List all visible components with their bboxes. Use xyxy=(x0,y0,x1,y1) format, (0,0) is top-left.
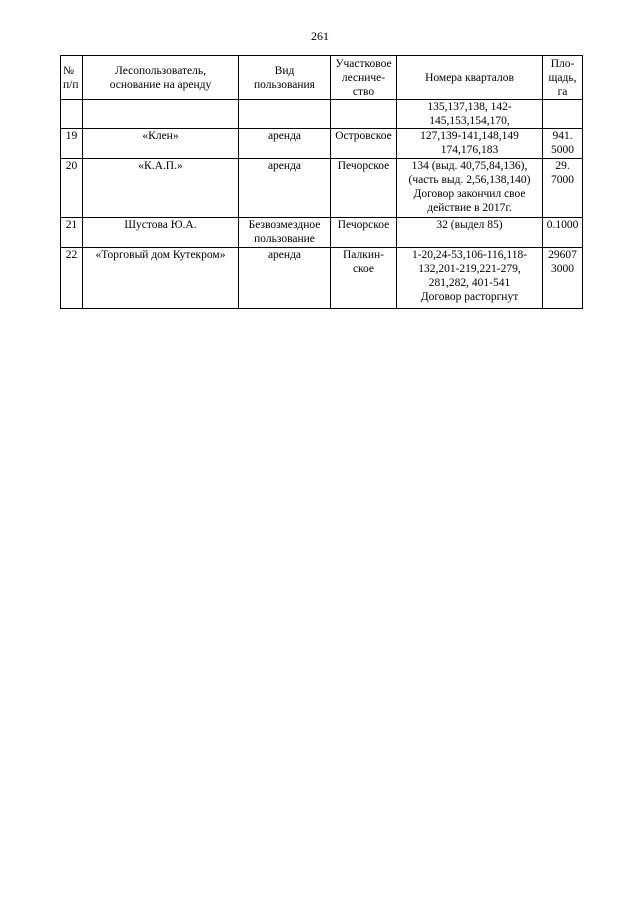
table-header-row xyxy=(61,56,583,100)
header-area: Пло- щадь, га xyxy=(543,56,583,100)
cell-area: 0.1000 xyxy=(543,218,583,248)
cell-num: 21 xyxy=(61,218,83,248)
cell-area: 941. 5000 xyxy=(543,129,583,159)
header-use-type: Вид пользования xyxy=(239,56,331,100)
header-user: Лесопользователь, основание на аренду xyxy=(83,56,239,100)
forest-users-table xyxy=(60,55,583,309)
cell-area: 29. 7000 xyxy=(543,159,583,218)
cell-quarters: 1-20,24-53,106-116,118- 132,201-219,221-279, 281,282, 401-541 Договор расторгнут xyxy=(397,248,543,309)
cell-quarters: 32 (выдел 85) xyxy=(397,218,543,248)
cell-user: Шустова Ю.А. xyxy=(83,218,239,248)
header-num: № п/п xyxy=(61,56,83,100)
cell-district: Палкин- ское xyxy=(331,248,397,309)
cell-user: «Клен» xyxy=(83,129,239,159)
cell-area: 29607 3000 xyxy=(543,248,583,309)
cell-district: Островское xyxy=(331,129,397,159)
cell-district: Печорское xyxy=(331,159,397,218)
header-quarters: Номера кварталов xyxy=(397,56,543,100)
cell-area xyxy=(543,100,583,129)
cell-quarters: 135,137,138, 142- 145,153,154,170, xyxy=(397,100,543,129)
cell-user: «Торговый дом Кутекром» xyxy=(83,248,239,309)
cell-num: 20 xyxy=(61,159,83,218)
page-number: 261 xyxy=(311,29,329,43)
table-row xyxy=(61,248,583,309)
cell-use-type: аренда xyxy=(239,248,331,309)
cell-quarters: 127,139-141,148,149 174,176,183 xyxy=(397,129,543,159)
table-row xyxy=(61,159,583,218)
cell-district xyxy=(331,100,397,129)
cell-quarters: 134 (выд. 40,75,84,136), (часть выд. 2,56,138,140) Договор закончил свое действие в 2017г. xyxy=(397,159,543,218)
cell-num: 19 xyxy=(61,129,83,159)
cell-use-type: Безвозмездное пользование xyxy=(239,218,331,248)
cell-num: 22 xyxy=(61,248,83,309)
table-row xyxy=(61,100,583,129)
cell-use-type: аренда xyxy=(239,129,331,159)
cell-num xyxy=(61,100,83,129)
table-row xyxy=(61,129,583,159)
table-row xyxy=(61,218,583,248)
cell-use-type: аренда xyxy=(239,159,331,218)
cell-district: Печорское xyxy=(331,218,397,248)
header-district: Участковое лесниче- ство xyxy=(331,56,397,100)
cell-user xyxy=(83,100,239,129)
cell-user: «К.А.П.» xyxy=(83,159,239,218)
cell-use-type xyxy=(239,100,331,129)
